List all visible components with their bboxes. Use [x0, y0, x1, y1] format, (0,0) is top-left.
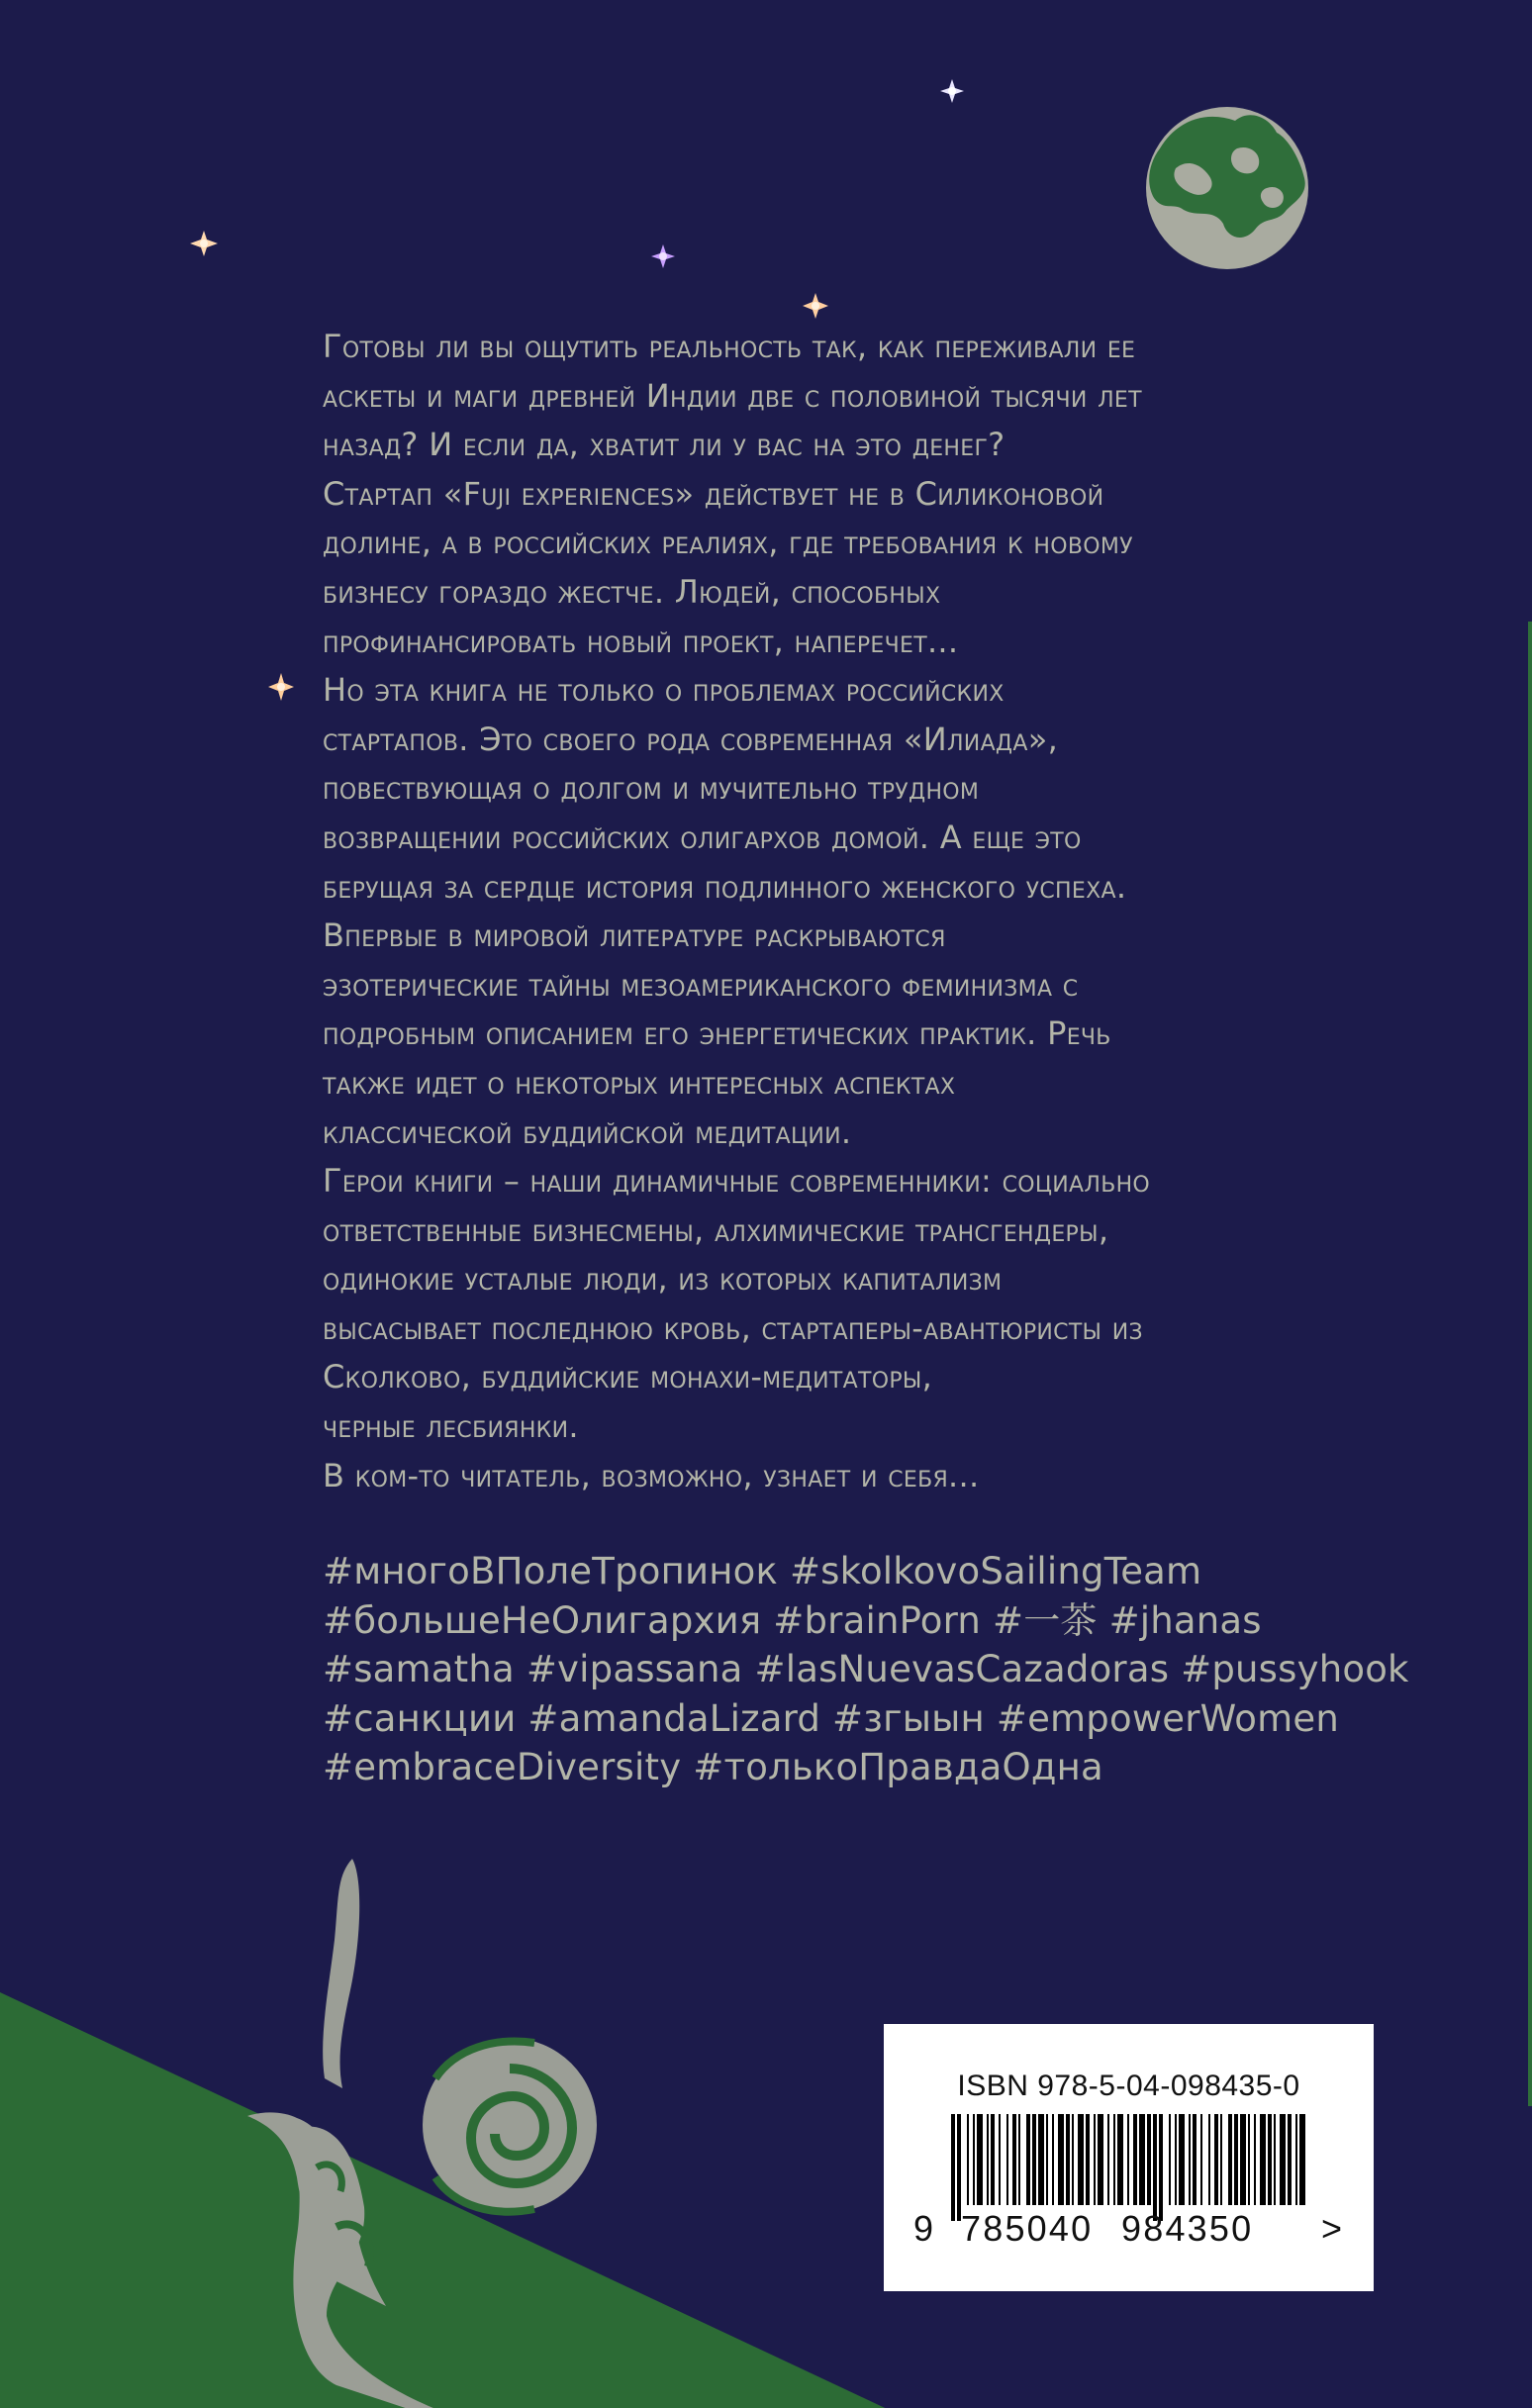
barcode-bar [1139, 2114, 1145, 2205]
barcode-bar [1288, 2114, 1292, 2205]
isbn-text: ISBN 978-5-04-098435-0 [957, 2070, 1300, 2102]
blurb-paragraph: Но эта книга не только о проблемах российских стартапов. Это своего рода современная «Илиада», повествующая о долгом и мучительно трудном возвращении российских олигархов домой. А еще это берущая за сердце история подлинного женского успеха. [323, 671, 1127, 906]
barcode-bar [1159, 2114, 1163, 2221]
hashtag-line: #embraceDiversity #толькоПравдаОдна [323, 1746, 1103, 1789]
star-icon [940, 79, 964, 103]
barcode-bar [1107, 2114, 1109, 2205]
barcode-arrow: > [1321, 2208, 1343, 2249]
barcode-bar [1228, 2114, 1232, 2205]
barcode-bar [1153, 2114, 1157, 2221]
barcode-digit-first: 9 [913, 2208, 934, 2249]
barcode-bars [949, 2114, 1311, 2221]
barcode-bar [1117, 2114, 1123, 2205]
star-icon [803, 293, 828, 319]
blurb-paragraph: В ком-то читатель, возможно, узнает и себя... [323, 1456, 980, 1494]
barcode-bar [1274, 2114, 1276, 2205]
isbn-barcode [884, 2024, 1374, 2291]
barcode-bar [957, 2114, 961, 2221]
hashtag-line: #samatha #vipassana #lasNuevasCazadoras #pussyhook [323, 1648, 1409, 1691]
barcode-bar [1200, 2114, 1202, 2205]
barcode-bar [1058, 2114, 1064, 2205]
barcode-bar [1254, 2114, 1256, 2205]
barcode-bar [1214, 2114, 1218, 2205]
barcode-bar [991, 2114, 995, 2205]
blurb-paragraph: Стартап «Fuji experiences» действует не в Силиконовой долине, а в российских реалиях, где требования к новому бизнесу гораздо жестче. Людей, способных профинансировать новый проект, наперечет... [323, 474, 1133, 660]
barcode-bar [1006, 2114, 1008, 2205]
barcode-bar [967, 2114, 969, 2205]
barcode-bar [1052, 2114, 1054, 2205]
barcode-bar [1299, 2114, 1305, 2205]
barcode-bar [1193, 2114, 1197, 2205]
barcode-bar [1094, 2114, 1096, 2205]
barcode-bar [1127, 2114, 1129, 2205]
barcode-bar [1098, 2114, 1103, 2205]
barcode-bar [1234, 2114, 1238, 2205]
hashtag-block [323, 1547, 1431, 1792]
barcode-bar [1189, 2114, 1191, 2205]
barcode-bar [1268, 2114, 1272, 2205]
barcode-bar [1147, 2114, 1151, 2205]
blurb-paragraph: Впервые в мировой литературе раскрываются эзотерические тайны мезоамериканского феминизма с подробным описанием его энергетических практик. Речь также идет о некоторых интересных аспектах классической буддийской медитации. [323, 916, 1111, 1151]
barcode-bar [1038, 2114, 1044, 2205]
barcode-bar [1046, 2114, 1048, 2205]
barcode-bar [1072, 2114, 1074, 2205]
barcode-bar [1179, 2114, 1185, 2205]
blurb-text [323, 323, 1431, 1500]
barcode-bar [1012, 2114, 1016, 2205]
barcode-bar [1113, 2114, 1115, 2205]
barcode-bar [1078, 2114, 1084, 2205]
barcode-bar [951, 2114, 955, 2221]
barcode-bar [1133, 2114, 1137, 2205]
hashtag-line: #многоВПолеТропинок #skolkovoSailingTeam [323, 1550, 1202, 1592]
barcode-bar [1260, 2114, 1266, 2205]
barcode-bar [977, 2114, 983, 2205]
barcode-digits-left: 785040 [961, 2208, 1094, 2249]
barcode-bar [1026, 2114, 1030, 2205]
star-icon [190, 231, 218, 256]
barcode-bar [987, 2114, 989, 2205]
hashtag-line: #большеНеОлигархия #brainPorn #一茶 #jhanas [323, 1598, 1262, 1642]
barcode-bar [973, 2114, 975, 2205]
edge-line [1528, 622, 1532, 2106]
barcode-bar [999, 2114, 1001, 2205]
barcode-bar [1175, 2114, 1177, 2205]
moon-icon [1146, 107, 1308, 269]
star-icon [651, 244, 675, 268]
barcode-bar [1066, 2114, 1070, 2205]
barcode-bar [1240, 2114, 1246, 2205]
barcode-bar [1248, 2114, 1250, 2205]
barcode-bar [1280, 2114, 1286, 2205]
barcode-bar [1169, 2114, 1171, 2205]
barcode-bar [1032, 2114, 1036, 2205]
barcode-bar [1295, 2114, 1297, 2205]
barcode-bar [1208, 2114, 1210, 2205]
barcode-bar [1220, 2114, 1222, 2205]
star-icon [268, 673, 294, 701]
barcode-bar [1086, 2114, 1090, 2205]
hashtag-line: #санкции #amandaLizard #згыын #empowerWomen [323, 1696, 1339, 1740]
blurb-paragraph: Герои книги – наши динамичные современники: социально ответственные бизнесмены, алхимические трансгендеры, одинокие усталые люди, из которых капитализм высасывает последнюю кровь, стартаперы-авантюристы из Сколково, буддийские монахи-медитаторы, черные лесбиянки. [323, 1162, 1151, 1446]
barcode-digits-right: 984350 [1121, 2208, 1254, 2249]
blurb-paragraph: Готовы ли вы ощутить реальность так, как переживали ее аскеты и маги древней Индии две с половиной тысячи лет назад? И если да, хватит ли у вас на это денег? [323, 328, 1142, 464]
barcode-bar [1018, 2114, 1020, 2205]
